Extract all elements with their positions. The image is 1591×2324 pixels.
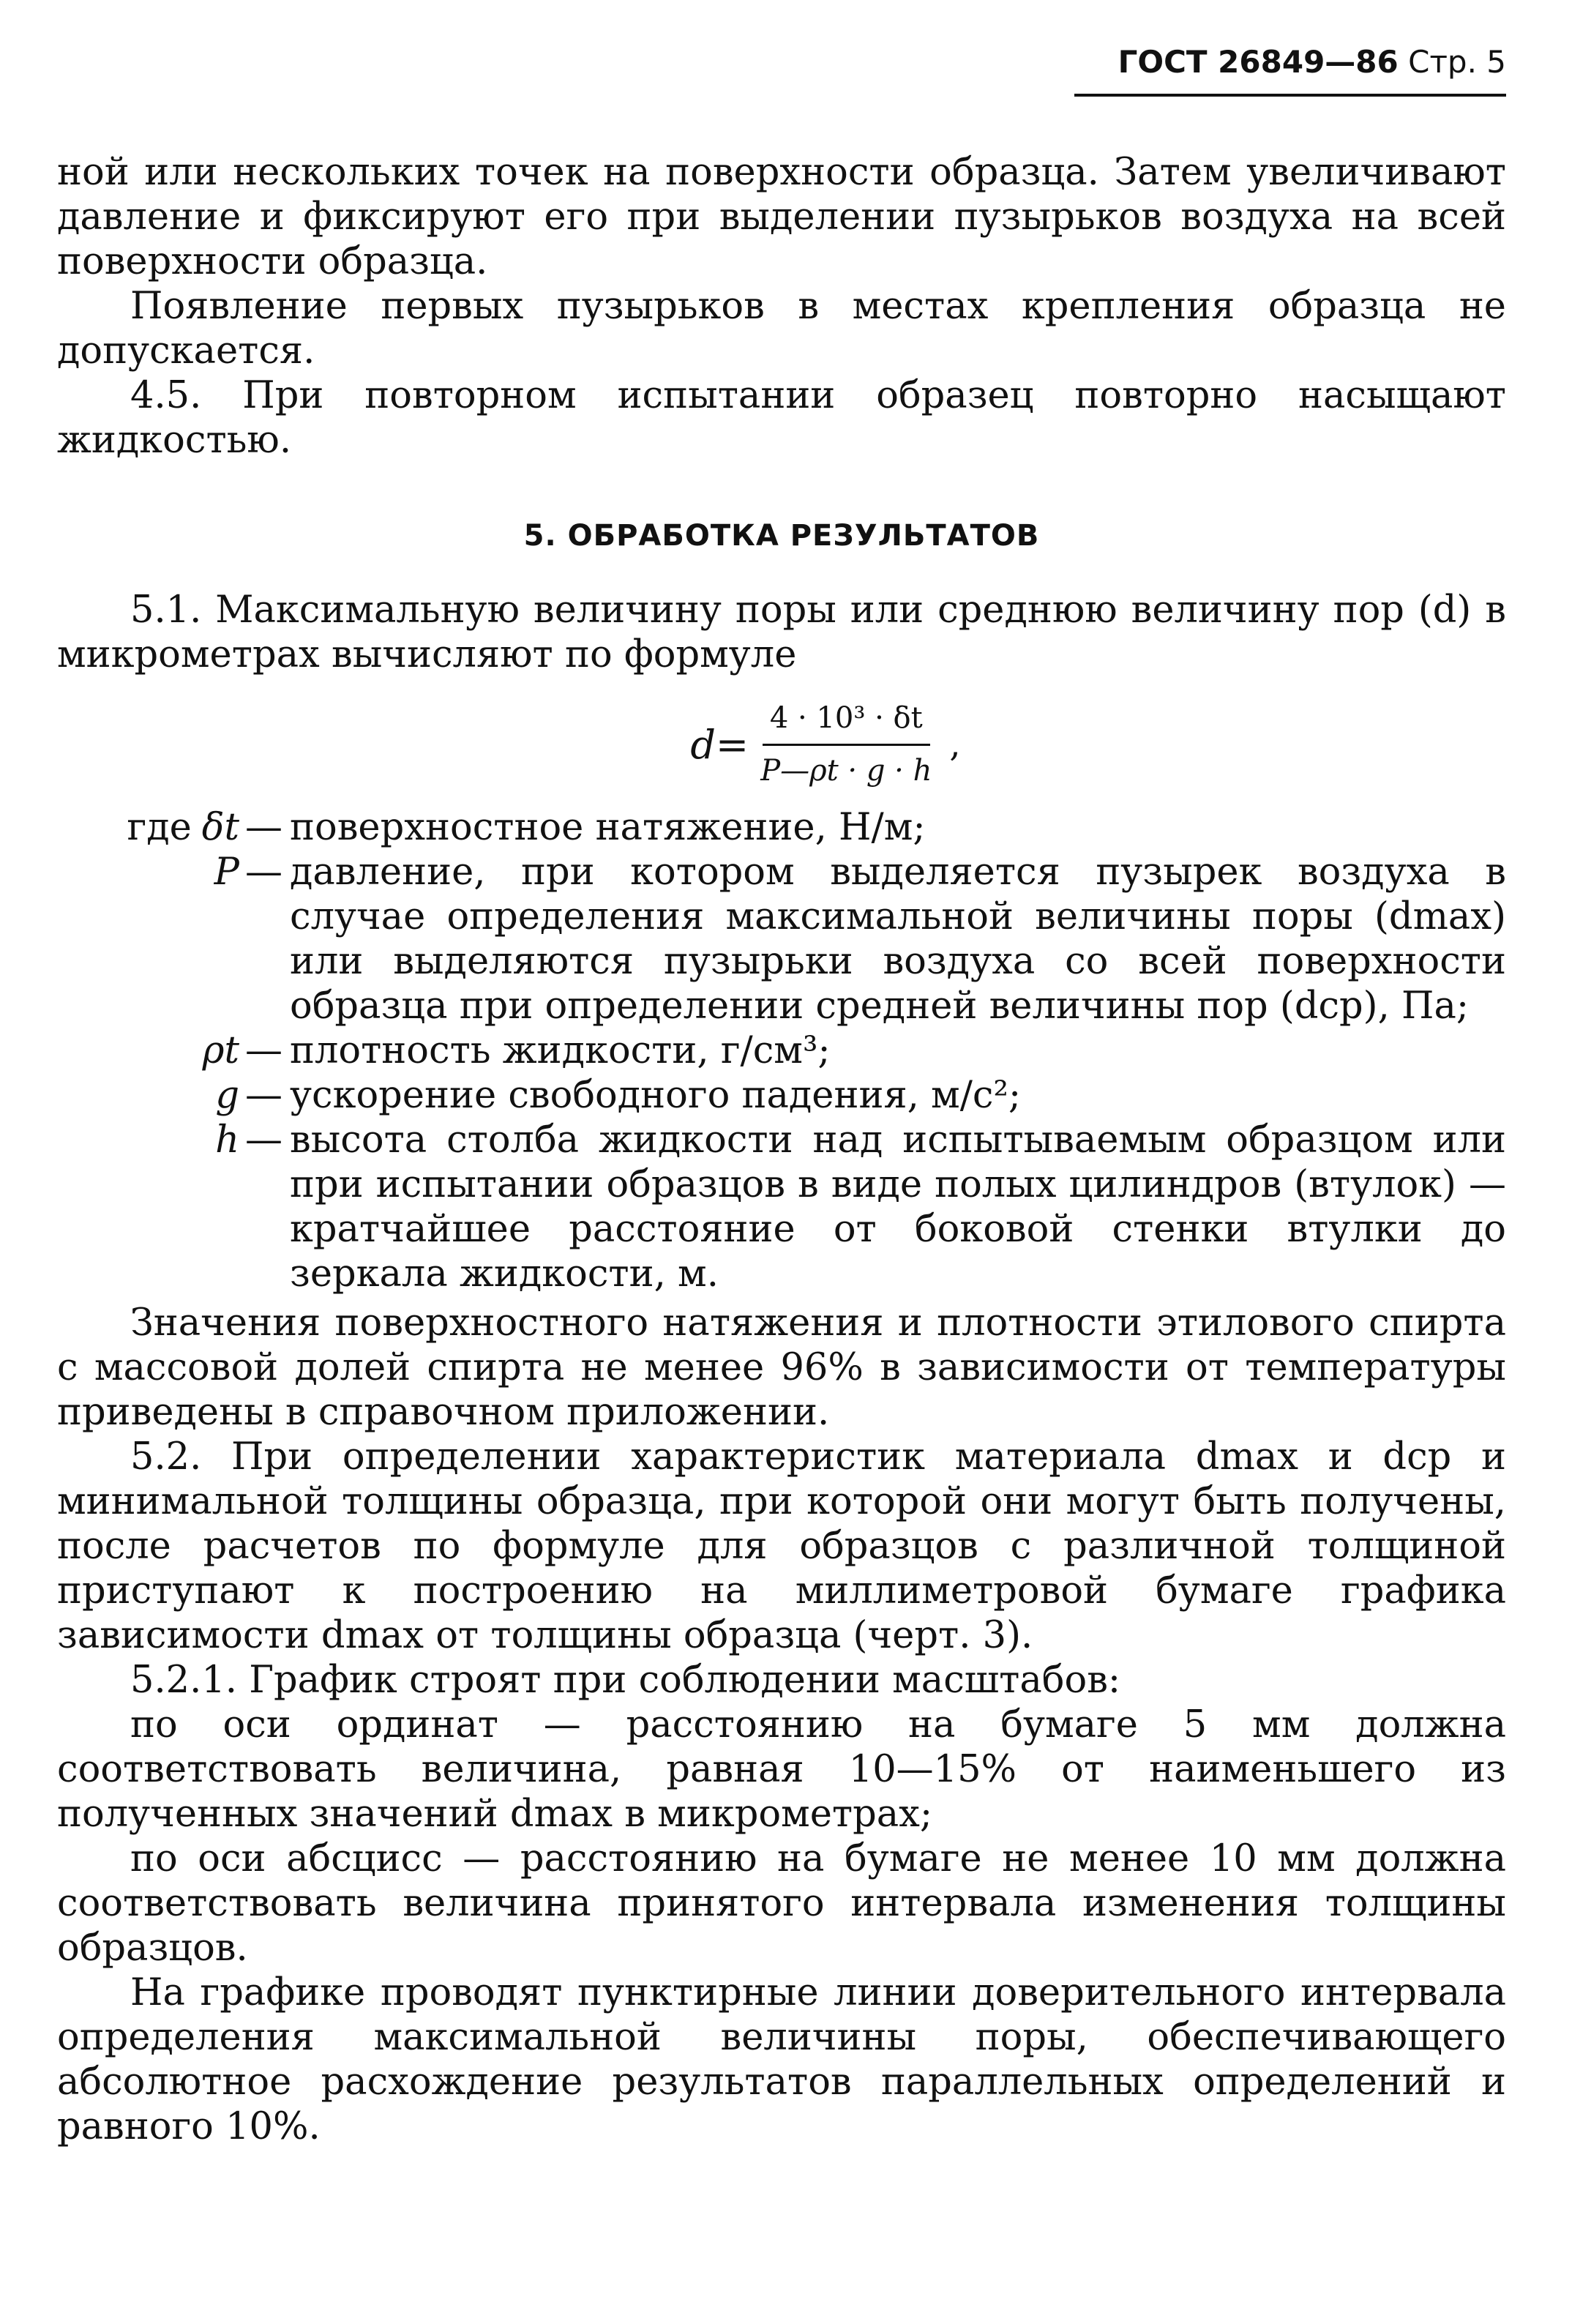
formula-fraction bbox=[753, 696, 939, 793]
paragraph-5-2-1: 5.2.1. График строят при соблюдении масштабов: bbox=[130, 1659, 1121, 1702]
paragraph-reference-values: Значения поверхностного натяжения и плотности этилового спирта с массовой долей спирта не менее 96% в зависимости от температуры приведены в справочном приложении. bbox=[57, 1301, 1506, 1434]
definition-text: высота столба жидкости над испытываемым образцом или при испытании образцов в виде полых цилиндров (втулок) — кратчайшее расстояние от боковой стенки втулки до зеркала жидкости, м. bbox=[290, 1118, 1506, 1296]
definition-surface-tension: где δt — поверхностное натяжение, Н/м; bbox=[57, 805, 1506, 850]
page-number: Стр. 5 bbox=[1408, 44, 1506, 80]
standard-code: ГОСТ 26849—86 bbox=[1118, 44, 1399, 80]
definition-pressure: P — давление, при котором выделяется пузырек воздуха в случае определения максимальной величины поры (dmax) или выделяются пузырьки воздуха со всей поверхности образца при определении средней величины пор (dср), Па; bbox=[214, 851, 1506, 1028]
symbol-definitions bbox=[57, 805, 1506, 1296]
definition-symbol: ρt bbox=[202, 1029, 239, 1072]
paragraph-5-1: 5.1. Максимальную величину поры или среднюю величину пор (d) в микрометрах вычисляют по формуле bbox=[57, 589, 1506, 676]
header-rule bbox=[1074, 94, 1506, 97]
running-header bbox=[57, 44, 1506, 80]
formula-tail: , bbox=[949, 724, 961, 765]
definition-symbol: h bbox=[215, 1118, 239, 1162]
pore-size-formula bbox=[57, 696, 1506, 793]
paragraph-abscissa-scale: по оси абсцисс — расстоянию на бумаге не менее 10 мм должна соответствовать величина принятого интервала изменения толщины образцов. bbox=[57, 1837, 1506, 1970]
definition-text: ускорение свободного падения, м/с²; bbox=[290, 1074, 1022, 1117]
definition-symbol: δt bbox=[201, 806, 239, 849]
formula-lhs: d= bbox=[690, 722, 749, 768]
document-page bbox=[57, 0, 1506, 2324]
definition-density: ρt — плотность жидкости, г/см³; bbox=[57, 1028, 1506, 1073]
formula-numerator: 4 · 10³ · δt bbox=[763, 696, 930, 746]
paragraph-continuation: ной или нескольких точек на поверхности образца. Затем увеличивают давление и фиксируют его при выделении пузырьков воздуха на всей поверхности образца. bbox=[57, 151, 1506, 283]
paragraph-5-2: 5.2. При определении характеристик материала dmax и dср и минимальной толщины образца, при которой они могут быть получены, после расчетов по формуле для образцов с различной толщиной приступают к построению на миллиметровой бумаге графика зависимости dmax от толщины образца (черт. 3). bbox=[57, 1435, 1506, 1657]
definition-text: плотность жидкости, г/см³; bbox=[290, 1029, 831, 1072]
where-word: где bbox=[127, 806, 192, 849]
definition-text: давление, при котором выделяется пузырек воздуха в случае определения максимальной величины поры (dmax) или выделяются пузырьки воздуха со всей поверхности образца при определении средней величины пор (dср), Па; bbox=[290, 851, 1506, 1028]
document-body bbox=[57, 150, 1506, 2149]
definition-symbol: g bbox=[215, 1074, 239, 1117]
formula-denominator: P—ρt · g · h bbox=[760, 754, 932, 788]
definition-symbol: P bbox=[214, 851, 239, 894]
paragraph-ordinate-scale: по оси ординат — расстоянию на бумаге 5 мм должна соответствовать величина, равная 10—15% от наименьшего из полученных значений dmax в микрометрах; bbox=[57, 1703, 1506, 1836]
definition-text: поверхностное натяжение, Н/м; bbox=[290, 806, 926, 849]
paragraph-4-5: 4.5. При повторном испытании образец повторно насыщают жидкостью. bbox=[57, 374, 1506, 462]
section-title: 5. ОБРАБОТКА РЕЗУЛЬТАТОВ bbox=[523, 519, 1040, 553]
definition-height: h — высота столба жидкости над испытываемым образцом или при испытании образцов в виде полых цилиндров (втулок) — кратчайшее расстояние от боковой стенки втулки до зеркала жидкости, м. bbox=[215, 1118, 1506, 1296]
paragraph-first-bubbles: Появление первых пузырьков в местах крепления образца не допускается. bbox=[57, 285, 1506, 373]
definition-gravity: g — ускорение свободного падения, м/с²; bbox=[57, 1073, 1506, 1118]
paragraph-confidence-lines: На графике проводят пунктирные линии доверительного интервала определения максимальной величины поры, обеспечивающего абсолютное расхождение результатов параллельных определений и равного 10%. bbox=[57, 1971, 1506, 2148]
